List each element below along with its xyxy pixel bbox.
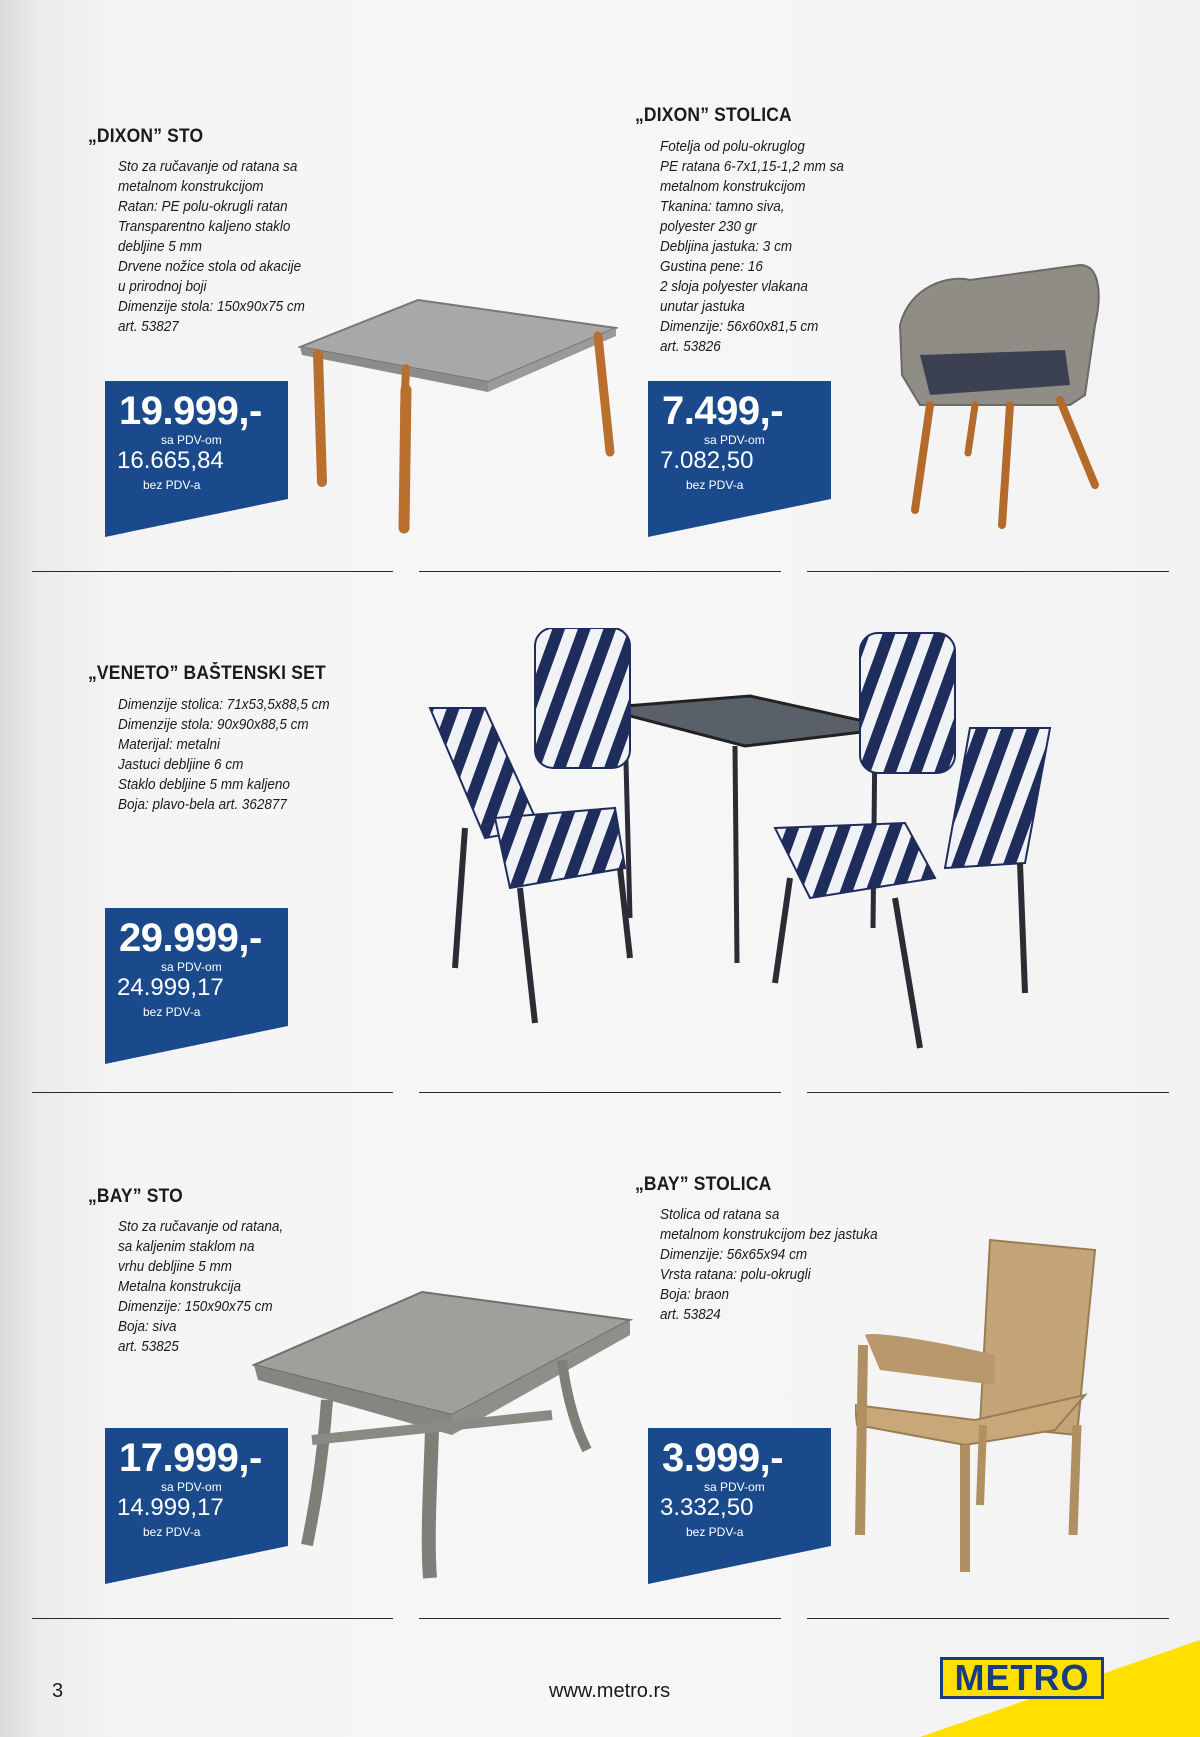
divider [419,1092,781,1093]
price-vat-label: sa PDV-om [704,1480,765,1494]
product-description-dixon-table: Sto za ručavanje od ratana sa metalnom konstrukcijom Ratan: PE polu-okrugli ratan Transparentno kaljeno staklo debljine 5 mm Drvene nožice stola od akacije u prirodnoj boji Dimenzije stola: 150x90x75 cm art. 53827 [118,158,305,335]
price-without-vat: 3.332,50 [660,1494,754,1521]
price-with-vat: 19.999,- [119,389,262,433]
price-without-vat: 7.082,50 [660,447,754,474]
price-without-vat: 14.999,17 [117,1494,224,1521]
divider [32,1618,393,1619]
price-vat-label: sa PDV-om [704,433,765,447]
product-title-bay-chair: „BAY” STOLICA [635,1174,772,1195]
price-tag-bay-table [105,1428,288,1584]
product-title-bay-table: „BAY” STO [88,1186,183,1207]
divider [419,1618,781,1619]
product-title-dixon-chair: „DIXON” STOLICA [635,105,792,126]
price-no-vat-label: bez PDV-a [143,478,201,492]
price-vat-label: sa PDV-om [161,433,222,447]
price-with-vat: 29.999,- [119,916,262,960]
website-link[interactable]: www.metro.rs [549,1680,671,1702]
product-title-dixon-table: „DIXON” STO [88,126,204,147]
metro-logo-text: METRO [954,1657,1090,1698]
veneto-set-image [425,628,1065,1058]
price-tag-veneto-set [105,908,288,1064]
bay-chair-image [855,1235,1100,1575]
product-description-bay-table: Sto za ručavanje od ratana, sa kaljenim staklom na vrhu debljine 5 mm Metalna konstrukcija Dimenzije: 150x90x75 cm Boja: siva art. 53825 [118,1218,284,1355]
divider [807,571,1169,572]
metro-logo [940,1657,1104,1699]
price-with-vat: 3.999,- [662,1436,784,1480]
page-number: 3 [52,1680,64,1702]
bay-table-image [252,1290,637,1582]
price-tag-dixon-chair [648,381,831,537]
price-vat-label: sa PDV-om [161,960,222,974]
price-no-vat-label: bez PDV-a [686,1525,744,1539]
price-with-vat: 17.999,- [119,1436,262,1480]
divider [419,571,781,572]
price-tag-dixon-table [105,381,288,537]
dixon-chair-image [890,255,1105,530]
divider [807,1618,1169,1619]
product-description-dixon-chair: Fotelja od polu-okruglog PE ratana 6-7x1,15-1,2 mm sa metalnom konstrukcijom Tkanina: tamno siva, polyester 230 gr Debljina jastuka: 3 cm Gustina pene: 16 2 sloja polyester vlakana unutar jastuka Dimenzije: 56x60x81,5 cm art. 53826 [660,138,844,355]
price-tag-bay-chair [648,1428,831,1584]
price-without-vat: 16.665,84 [117,447,224,474]
price-vat-label: sa PDV-om [161,1480,222,1494]
price-no-vat-label: bez PDV-a [143,1525,201,1539]
price-no-vat-label: bez PDV-a [143,1005,201,1019]
divider [807,1092,1169,1093]
product-title-veneto-set: „VENETO” BAŠTENSKI SET [88,663,326,684]
product-description-veneto-set: Dimenzije stolica: 71x53,5x88,5 cm Dimenzije stola: 90x90x88,5 cm Materijal: metalni Jastuci debljine 6 cm Staklo debljine 5 mm kaljeno Boja: plavo-bela art. 362877 [118,696,330,813]
price-without-vat: 24.999,17 [117,974,224,1001]
product-description-bay-chair: Stolica od ratana sa metalnom konstrukcijom bez jastuka Dimenzije: 56x65x94 cm Vrsta ratana: polu-okrugli Boja: braon art. 53824 [660,1206,878,1323]
price-with-vat: 7.499,- [662,389,784,433]
divider [32,1092,393,1093]
price-no-vat-label: bez PDV-a [686,478,744,492]
divider [32,571,393,572]
dixon-table-image [298,292,618,537]
